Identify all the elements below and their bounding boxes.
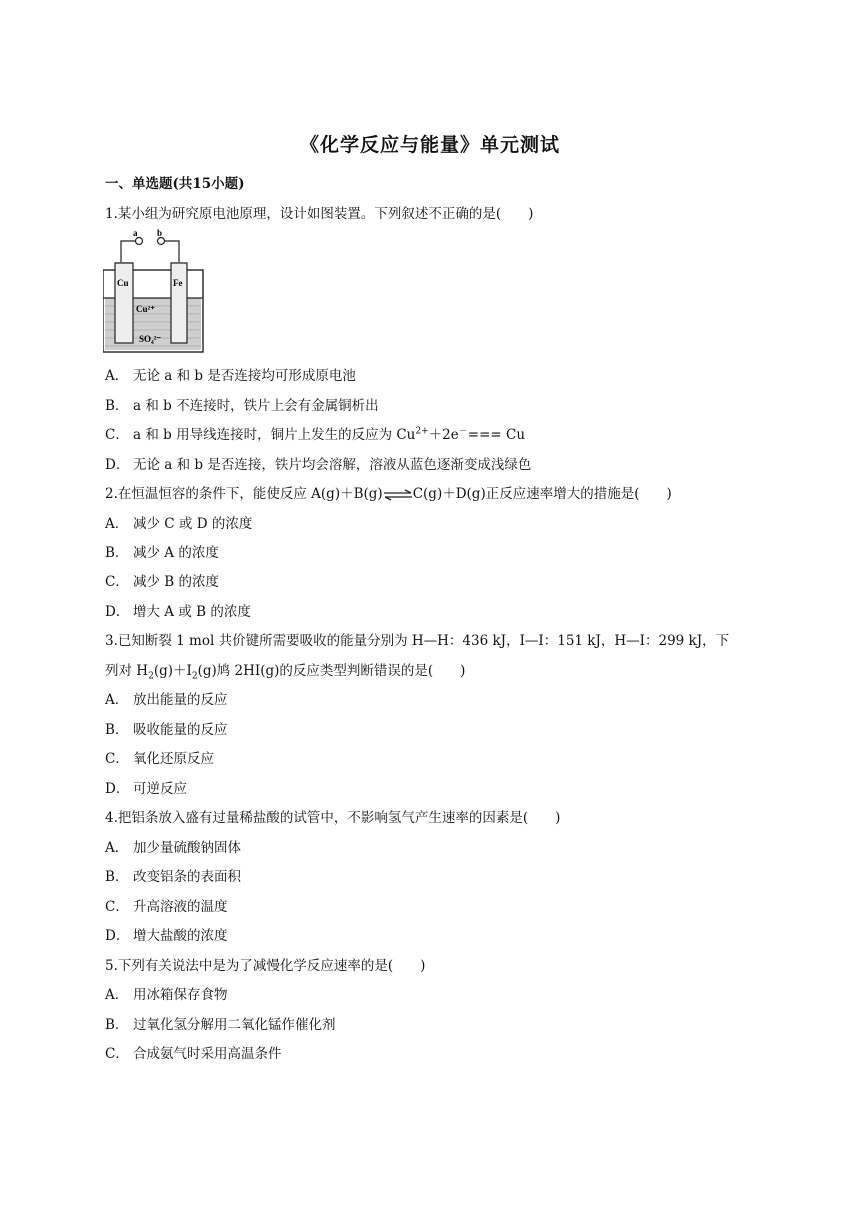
q5-option-b: B． 过氧化氢分解用二氧化锰作催化剂 (105, 1017, 336, 1033)
q1-option-d: D． 无论 a 和 b 是否连接，铁片均会溶解，溶液从蓝色逐渐变成浅绿色 (105, 457, 532, 473)
q2-option-a: A． 减少 C 或 D 的浓度 (105, 516, 253, 532)
q2-option-d: D． 增大 A 或 B 的浓度 (105, 604, 251, 620)
q1-option-b: B． a 和 b 不连接时，铁片上会有金属铜析出 (105, 398, 379, 414)
q4-option-d: D． 增大盐酸的浓度 (105, 928, 228, 944)
q3-option-c: C． 氧化还原反应 (105, 751, 214, 767)
q5-option-c: C． 合成氨气时采用高温条件 (105, 1046, 282, 1062)
label-a: a (133, 228, 138, 238)
q3-option-d: D． 可逆反应 (105, 781, 187, 797)
q1-option-a: A． 无论 a 和 b 是否连接均可形成原电池 (105, 368, 356, 384)
terminal-a-icon (136, 238, 143, 245)
q3-option-a: A． 放出能量的反应 (105, 692, 228, 708)
terminal-b-icon (158, 238, 165, 245)
question-5-stem: 5.下列有关说法中是为了减慢化学反应速率的是( ) (105, 958, 426, 974)
label-fe: Fe (173, 278, 183, 288)
cu-electrode (115, 263, 133, 343)
q4-option-c: C． 升高溶液的温度 (105, 899, 228, 915)
question-2-stem: 2.在恒温恒容的条件下，能使反应 A(g)＋B(g) C(g)＋D(g)正反应速率增大的措施是( ) (105, 486, 672, 502)
q1-option-c: C． a 和 b 用导线连接时，铜片上发生的反应为 $Cu^{2+}+2e^-=== Cu$ (105, 426, 526, 443)
q4-option-a: A． 加少量硫酸钠固体 (105, 840, 241, 856)
fe-electrode (171, 263, 187, 343)
question-3-stem-line1: 3.已知断裂 1 mol 共价键所需要吸收的能量分别为 H—H：436 kJ，I—I：151 kJ，H—I：299 kJ，下 (105, 633, 730, 649)
q2-option-b: B． 减少 A 的浓度 (105, 545, 219, 561)
q5-option-a: A． 用冰箱保存食物 (105, 987, 228, 1003)
q2-option-c: C． 减少 B 的浓度 (105, 574, 220, 590)
section-heading: 一、单选题(共15小题) (105, 176, 245, 192)
question-1-stem: 1.某小组为研究原电池原理，设计如图装置。下列叙述不正确的是( ) (105, 206, 534, 222)
q4-option-b: B． 改变铝条的表面积 (105, 869, 241, 885)
question-3-stem-line2: 列对 $H_2(g)+I_2(g)$鸠 2HI(g)的反应类型判断错误的是( ) (105, 663, 466, 682)
page-title: 《化学反应与能量》单元测试 (299, 134, 560, 156)
equilibrium-arrow-icon (383, 489, 413, 501)
galvanic-cell-figure (103, 226, 207, 358)
label-cu-ion: Cu²⁺ (136, 304, 155, 314)
label-sulfate-ion: SO₄²⁻ (139, 334, 162, 344)
label-b: b (157, 228, 163, 238)
q3-option-b: B． 吸收能量的反应 (105, 722, 228, 738)
question-4-stem: 4.把铝条放入盛有过量稀盐酸的试管中，不影响氢气产生速率的因素是( ) (105, 810, 561, 826)
label-cu: Cu (117, 278, 129, 288)
